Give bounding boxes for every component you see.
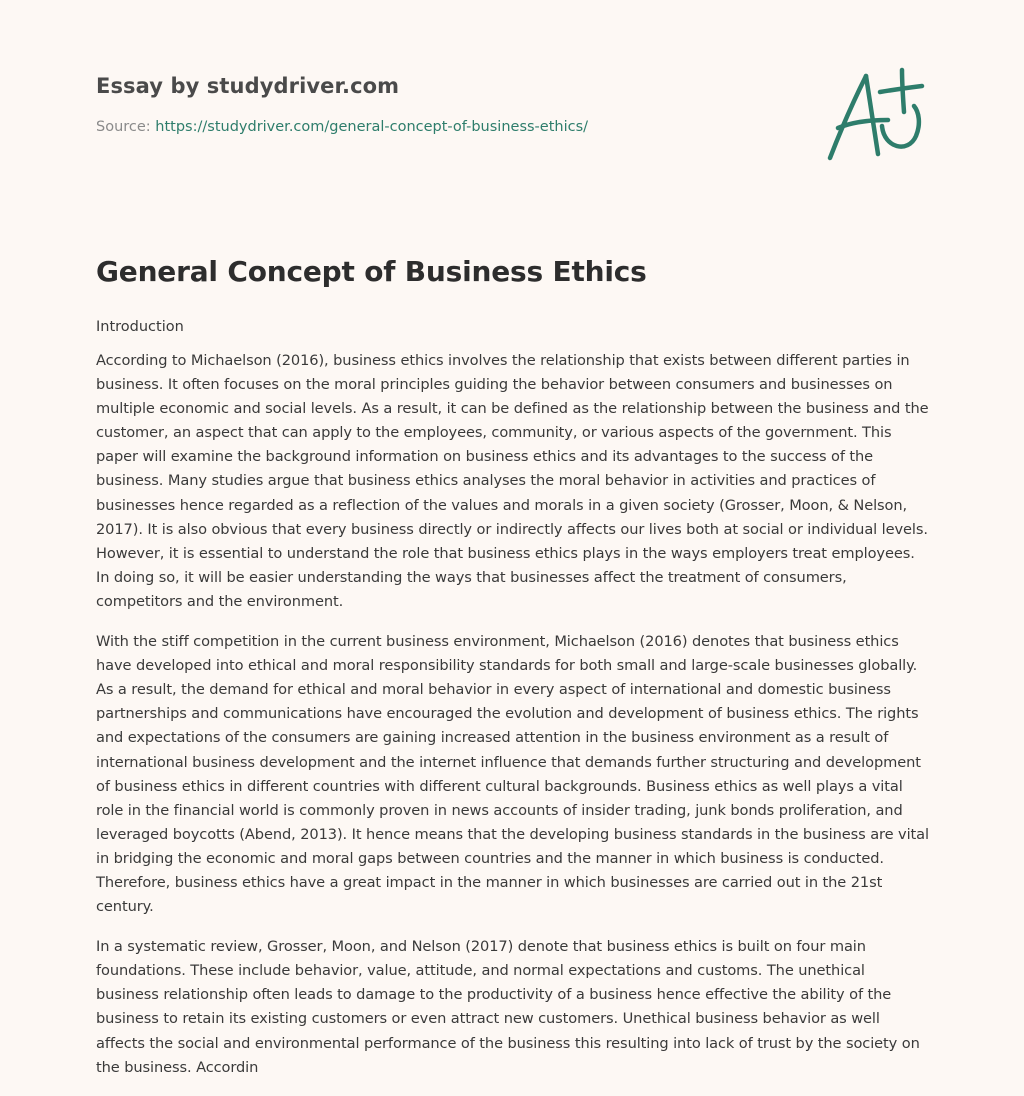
page-header bbox=[96, 74, 796, 135]
section-heading: Introduction bbox=[96, 319, 184, 335]
source-link[interactable]: https://studydriver.com/general-concept-of-business-ethics/ bbox=[155, 119, 589, 135]
paragraph-3: In a systematic review, Grosser, Moon, and Nelson (2017) denote that business ethics is built on four main foundations. These include behavior, value, attitude, and normal expectations and customs. The unethical business relationship often leads to damage to the productivity of a business hence effective the ability of the business to retain its existing customers or even attract new customers. Unethical business behavior as well affects the social and environmental performance of the business this resulting into lack of trust by the society on the business. Accordin bbox=[96, 938, 920, 1076]
brand-title: Essay by studydriver.com bbox=[96, 74, 400, 98]
source-label: Source: bbox=[96, 119, 151, 135]
document-title: General Concept of Business Ethics bbox=[96, 255, 647, 288]
paragraph-1: According to Michaelson (2016), business ethics involves the relationship that exists between different parties in business. It often focuses on the moral principles guiding the behavior between consumers and businesses on multiple economic and social levels. As a result, it can be defined as the relationship between the business and the customer, an aspect that can apply to the employees, community, or various aspects of the government. This paper will examine the background information on business ethics and its advantages to the success of the business. Many studies argue that business ethics analyses the moral behavior in activities and practices of businesses hence regarded as a reflection of the values and morals in a given society (Grosser, Moon, & Nelson, 2017). It is also obvious that every business directly or indirectly affects our lives both at social or individual levels. However, it is essential to understand the role that business ethics plays in the ways employers treat employees. In doing so, it will be easier understanding the ways that businesses affect the treatment of consumers, competitors and the environment. bbox=[96, 352, 929, 610]
document-body bbox=[96, 316, 932, 1096]
a-plus-logo-icon bbox=[818, 62, 928, 166]
paragraph-2: With the stiff competition in the current business environment, Michaelson (2016) denotes that business ethics have developed into ethical and moral responsibility standards for both small and large-scale businesses globally. As a result, the demand for ethical and moral behavior in every aspect of international and domestic business partnerships and communications have encouraged the evolution and development of business ethics. The rights and expectations of the consumers are gaining increased attention in the business environment as a result of international business development and the internet influence that demands further structuring and development of business ethics in different countries with different cultural backgrounds. Business ethics as well plays a vital role in the financial world is commonly proven in news accounts of insider trading, junk bonds proliferation, and leveraged boycotts (Abend, 2013). It hence means that the developing business standards in the business are vital in bridging the economic and moral gaps between countries and the manner in which business is conducted. Therefore, business ethics have a great impact in the manner in which businesses are carried out in the 21st century. bbox=[96, 633, 929, 916]
source-line bbox=[96, 119, 796, 135]
